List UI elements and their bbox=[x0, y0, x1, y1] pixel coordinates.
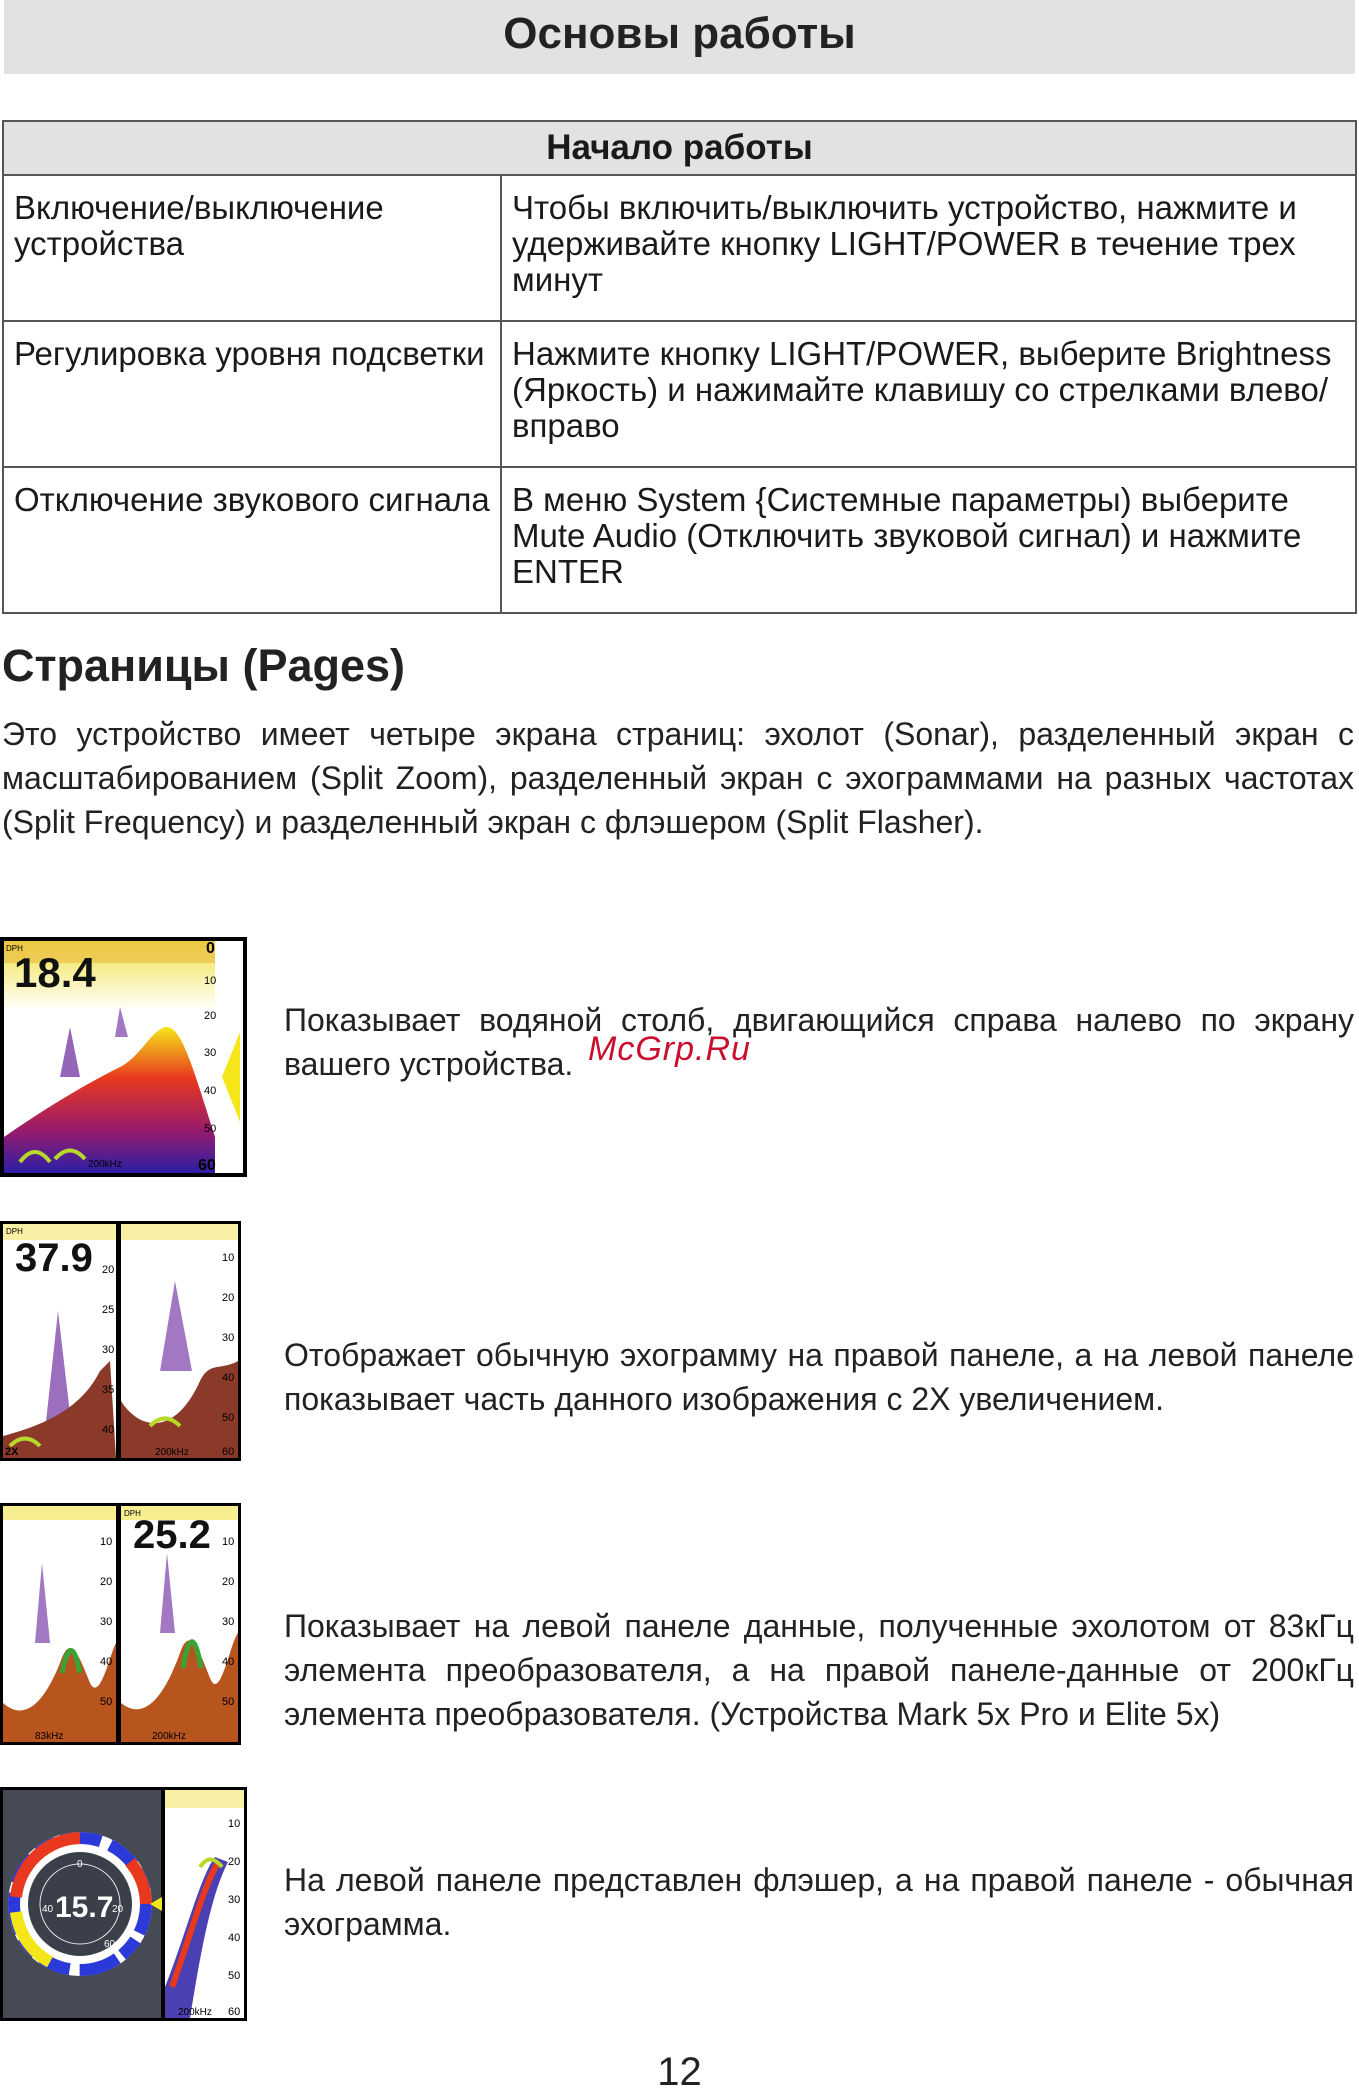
screen-mode-tag: DPH bbox=[6, 944, 23, 953]
screen-mode-tag: DPH bbox=[124, 1509, 141, 1518]
dial-label: 20 bbox=[112, 1904, 124, 1915]
scale-label: 40 bbox=[222, 1372, 235, 1384]
frequency-label: 200kHz bbox=[178, 2007, 212, 2018]
scale-label: 60 bbox=[222, 1446, 235, 1458]
scale-label: 10 bbox=[204, 975, 217, 987]
scale-label: 20 bbox=[100, 1576, 113, 1588]
scale-label: 60 bbox=[198, 1157, 216, 1174]
scale-label: 30 bbox=[204, 1047, 217, 1059]
scale-label: 25 bbox=[102, 1304, 115, 1316]
scale-label: 30 bbox=[228, 1894, 241, 1906]
scale-label: 10 bbox=[222, 1536, 235, 1548]
scale-label: 30 bbox=[222, 1332, 235, 1344]
frequency-label-left: 83kHz bbox=[35, 1731, 64, 1742]
table-cell-text: Чтобы включить/выключить устройство, нажмите и удерживайте кнопку LIGHT/POWER в течение трех минут bbox=[501, 175, 1356, 321]
depth-readout: 18.4 bbox=[14, 949, 96, 996]
table-cell-label: Отключение звукового сигнала bbox=[3, 467, 501, 613]
table-row bbox=[3, 321, 1356, 467]
section-intro: Это устройство имеет четыре экрана страниц: эхолот (Sonar), разделенный экран с масштабированием (Split Zoom), разделенный экран с эхограммами на разных частотах (Split Frequency) и разделенный экран с флэшером (Split Flasher). bbox=[2, 716, 1354, 840]
depth-readout: 37.9 bbox=[15, 1236, 93, 1280]
scale-label: 20 bbox=[228, 1856, 241, 1868]
start-table bbox=[2, 120, 1357, 614]
scale-label: 50 bbox=[228, 1970, 241, 1982]
table-row bbox=[3, 467, 1356, 613]
section-title: Страницы (Pages) bbox=[2, 640, 406, 691]
frequency-label: 200kHz bbox=[88, 1159, 122, 1170]
table-cell-label: Включение/выключение устройства bbox=[3, 175, 501, 321]
table-row bbox=[3, 175, 1356, 321]
table-cell-text: Нажмите кнопку LIGHT/POWER, выберите Brightness (Яркость) и нажимайте клавишу со стрелками влево/вправо bbox=[501, 321, 1356, 467]
split-frequency-screen-image bbox=[0, 1503, 241, 1745]
table-cell-text: В меню System {Системные параметры) выберите Mute Audio (Отключить звуковой сигнал) и нажмите ENTER bbox=[501, 467, 1356, 613]
watermark: McGrp.Ru bbox=[588, 1030, 751, 1068]
scale-label: 20 bbox=[222, 1292, 235, 1304]
split-flasher-screen-image bbox=[0, 1787, 247, 2021]
scale-label: 30 bbox=[102, 1344, 115, 1356]
scale-label: 0 bbox=[206, 940, 215, 957]
split-flasher-description: На левой панеле представлен флэшер, а на правой панеле - обычная эхограмма. bbox=[284, 1862, 1354, 1942]
split-zoom-description: Отображает обычную эхограмму на правой панеле, а на левой панеле показывает часть данного изображения с 2X увеличением. bbox=[284, 1337, 1354, 1417]
frequency-label-right: 200kHz bbox=[152, 1731, 186, 1742]
scale-label: 40 bbox=[204, 1085, 217, 1097]
scale-label: 10 bbox=[228, 1818, 241, 1830]
scale-label: 40 bbox=[102, 1424, 115, 1436]
dial-label: 60 bbox=[104, 1939, 116, 1950]
scale-label: 10 bbox=[100, 1536, 113, 1548]
page-title: Основы работы bbox=[503, 9, 856, 58]
zoom-label: 2X bbox=[5, 1446, 19, 1458]
scale-label: 30 bbox=[100, 1616, 113, 1628]
scale-label: 35 bbox=[102, 1384, 115, 1396]
screen-mode-tag: DPH bbox=[6, 1227, 23, 1236]
scale-label: 20 bbox=[222, 1576, 235, 1588]
depth-readout: 15.7 bbox=[55, 1891, 114, 1924]
scale-label: 50 bbox=[100, 1696, 113, 1708]
scale-label: 30 bbox=[222, 1616, 235, 1628]
frequency-label: 200kHz bbox=[155, 1447, 189, 1458]
split-frequency-description: Показывает на левой панеле данные, полученные эхолотом от 83кГц элемента преобразователя, а на правой панеле-данные от 200кГц элемента преобразователя. (Устройства Mark 5x Pro и Elite 5x) bbox=[284, 1608, 1354, 1732]
table-cell-label: Регулировка уровня подсветки bbox=[3, 321, 501, 467]
depth-readout: 25.2 bbox=[133, 1513, 211, 1557]
sonar-screen-image bbox=[0, 937, 247, 1177]
scale-label: 10 bbox=[222, 1252, 235, 1264]
sonar-description: Показывает водяной столб, двигающийся справа налево по экрану вашего устройства. bbox=[284, 1002, 1354, 1082]
scale-label: 40 bbox=[228, 1932, 241, 1944]
split-zoom-screen-image bbox=[0, 1221, 241, 1461]
scale-label: 50 bbox=[204, 1123, 217, 1135]
page-header bbox=[4, 0, 1355, 74]
dial-label: 0 bbox=[77, 1859, 83, 1870]
dial-label: 40 bbox=[42, 1904, 54, 1915]
scale-label: 60 bbox=[228, 2006, 241, 2018]
scale-label: 50 bbox=[222, 1412, 235, 1424]
scale-label: 50 bbox=[222, 1696, 235, 1708]
page-number: 12 bbox=[657, 2050, 702, 2094]
scale-label: 40 bbox=[100, 1656, 113, 1668]
scale-label: 20 bbox=[102, 1264, 115, 1276]
scale-label: 40 bbox=[222, 1656, 235, 1668]
scale-label: 20 bbox=[204, 1010, 217, 1022]
start-table-title: Начало работы bbox=[3, 121, 1356, 175]
